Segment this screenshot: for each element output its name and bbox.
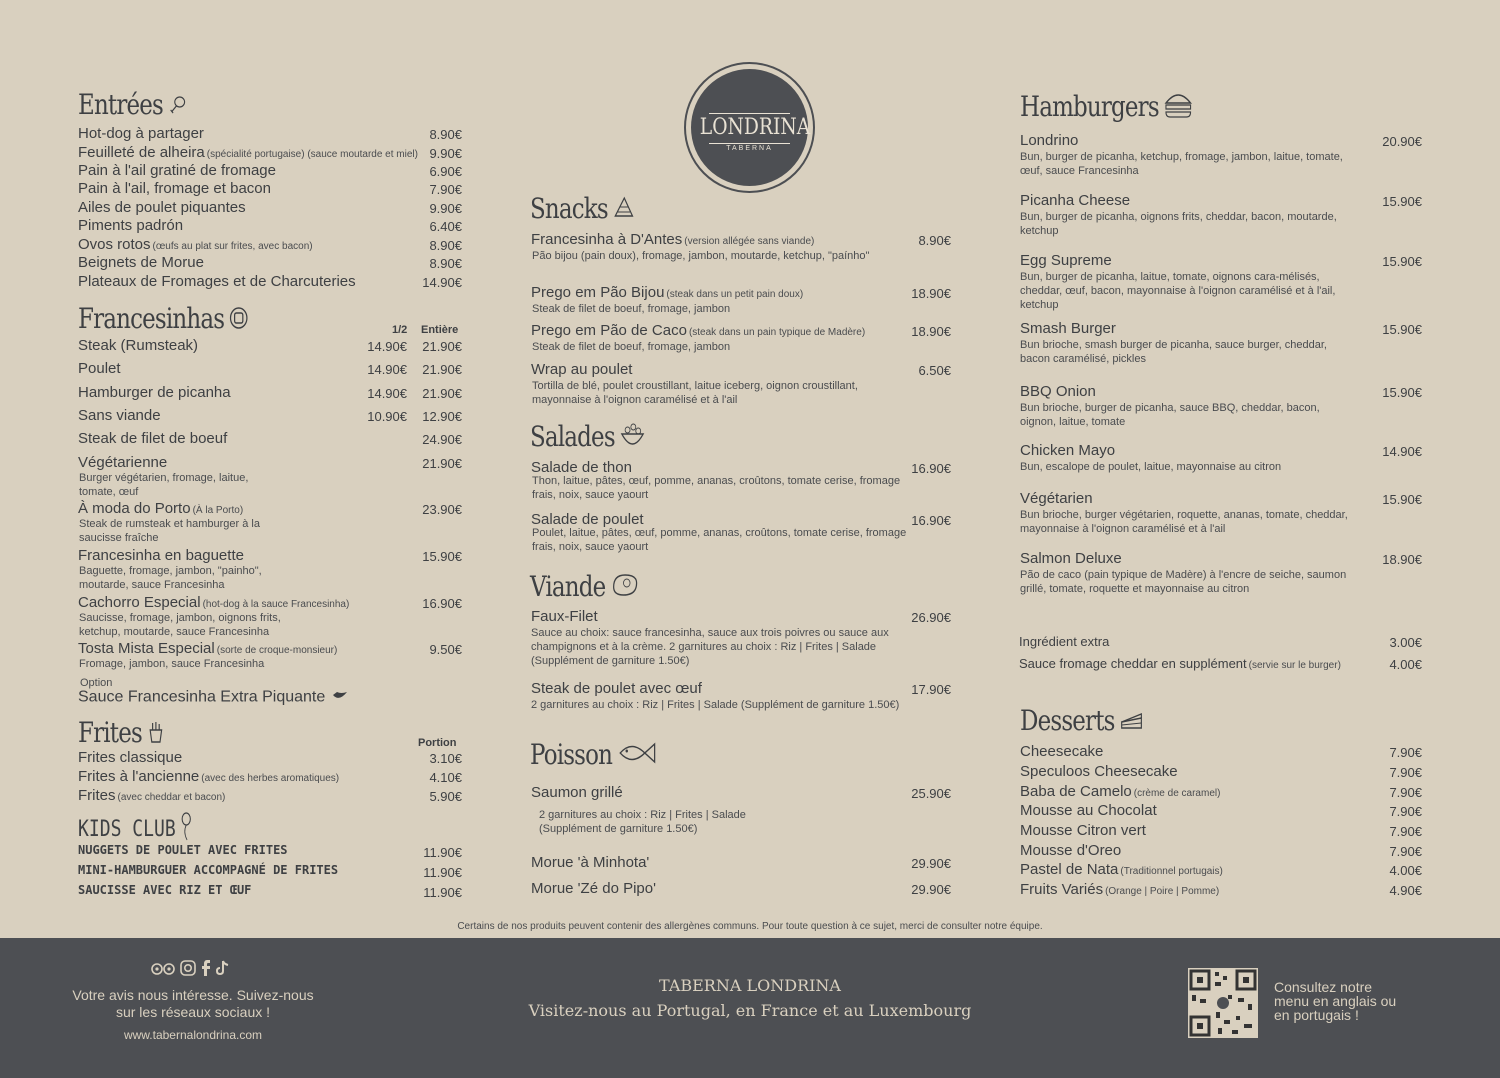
facebook-icon[interactable] (201, 960, 211, 981)
fries-icon (147, 718, 165, 751)
francesinha-half-price: 14.90€ (367, 339, 407, 354)
burger-desc: Bun brioche, burger végétarien, roquette, ananas, tomate, cheddar, mayonnaise à l'oignon caramélisé et à l'ail (1020, 509, 1348, 535)
burger-item (1020, 383, 1096, 401)
francesinha-item-note: (À la Porto) (192, 505, 244, 516)
viande-title: Viande (530, 570, 640, 606)
burger-price: 20.90€ (1382, 134, 1422, 149)
social-line-1: Votre avis nous intéresse. Suivez-nous (72, 987, 314, 1003)
francesinha-item (78, 454, 167, 472)
burger-price: 15.90€ (1382, 492, 1422, 507)
viande-price: 17.90€ (911, 682, 951, 697)
burger-desc: Bun brioche, smash burger de picanha, sauce burger, cheddar, bacon caramélisé, pickles (1020, 339, 1327, 365)
francesinha-item-name: Sans viande (78, 407, 161, 424)
salade-desc: Poulet, laitue, pâtes, œuf, pomme, ananas, croûtons, tomate cerise, fromage frais, noix, sauce yaourt (532, 527, 907, 553)
entree-price: 9.90€ (429, 201, 462, 216)
entree-item-name: Piments padrón (78, 217, 184, 234)
frites-item-name: Frites classique (78, 749, 183, 766)
qr-code[interactable] (1188, 968, 1258, 1038)
salades-title: Salades (530, 420, 646, 457)
cake-slice-icon (1120, 706, 1145, 739)
burger-item (1020, 442, 1115, 460)
burger-icon (1164, 91, 1194, 126)
snack-price: 6.50€ (918, 363, 951, 378)
dessert-price: 7.90€ (1389, 765, 1422, 780)
burger-item-name: Chicken Mayo (1020, 442, 1116, 459)
poisson-item (531, 784, 623, 802)
francesinha-item (78, 360, 121, 378)
desserts-title: Desserts (1020, 704, 1144, 739)
francesinha-desc: Baguette, fromage, jambon, "painho", moutarde, sauce Francesinha (79, 565, 262, 591)
logo-name: LONDRINA (699, 115, 811, 140)
dessert-price: 7.90€ (1389, 804, 1422, 819)
burger-price: 15.90€ (1382, 254, 1422, 269)
snack-item-note: (steak dans un pain typique de Madère) (688, 327, 866, 338)
entree-item (78, 199, 246, 217)
entree-item-note: (œufs au plat sur frites, avec bacon) (152, 241, 313, 252)
instagram-icon[interactable] (180, 960, 196, 981)
snack-desc: Pão bijou (pain doux), fromage, jambon, moutarde, ketchup, "paínho" (532, 250, 870, 262)
brand-name: TABERNA LONDRINA (659, 976, 841, 995)
snack-desc: Steak de filet de boeuf, fromage, jambon (532, 303, 731, 315)
dessert-price: 7.90€ (1389, 745, 1422, 760)
snacks-title: Snacks (530, 192, 636, 227)
extra-item (1019, 633, 1109, 651)
allergen-note: Certains de nos produits peuvent contenir des allergènes communs. Pour toute question à ce sujet, merci de consulter notre équipe. (457, 921, 1043, 932)
burger-desc: Pão de caco (pain typique de Madère) à l'encre de seiche, saumon grillé, tomate, roquette et mayonnaise au citron (1020, 569, 1347, 595)
snack-desc: Steak de filet de boeuf, fromage, jambon (532, 341, 731, 353)
francesinha-item (78, 384, 231, 402)
snack-item-note: (steak dans un petit pain doux) (666, 289, 804, 300)
frites-item (78, 749, 182, 767)
entree-item (78, 217, 183, 235)
social-line-2: sur les réseaux sociaux ! (115, 1004, 271, 1020)
salade-price: 16.90€ (911, 513, 951, 528)
burger-desc: Bun, burger de picanha, oignons frits, cheddar, bacon, moutarde, ketchup (1020, 211, 1337, 237)
francesinha-full-price: 21.90€ (422, 362, 462, 377)
entree-item-note: (spécialité portugaise) (sauce moutarde et miel) (206, 149, 418, 160)
entree-item-name: Ailes de poulet piquantes (78, 199, 246, 216)
dessert-item-note: (Orange | Poire | Pomme) (1105, 886, 1220, 897)
dessert-item (1020, 842, 1121, 860)
francesinha-desc: Saucisse, fromage, jambon, oignons frits, ketchup, moutarde, sauce Francesinha (79, 612, 281, 638)
francesinha-full-price: 21.90€ (422, 386, 462, 401)
burger-item (1020, 490, 1093, 508)
snack-item (531, 284, 803, 302)
dessert-item-name: Pastel de Nata (1020, 861, 1119, 878)
frites-price: 3.10€ (429, 751, 462, 766)
francesinha-item-name: À moda do Porto (78, 500, 191, 517)
francesinha-item (78, 430, 227, 448)
website-link[interactable]: www.tabernalondrina.com (123, 1028, 263, 1042)
francesinha-desc: Burger végétarien, fromage, laitue, tomate, œuf (79, 472, 249, 498)
snack-item-name: Prego em Pão Bijou (531, 284, 665, 301)
entree-price: 8.90€ (429, 127, 462, 142)
kids-price: 11.90€ (423, 885, 462, 900)
dessert-item-name: Cheesecake (1020, 743, 1104, 760)
tiktok-icon[interactable] (215, 960, 229, 981)
entree-item (78, 162, 276, 180)
dessert-item-note: (Traditionnel portugais) (1120, 866, 1223, 877)
entree-item (78, 254, 204, 272)
frites-price: 5.90€ (429, 789, 462, 804)
fish-icon (617, 738, 658, 775)
extra-item (1019, 655, 1341, 673)
burger-item-name: BBQ Onion (1020, 383, 1096, 400)
francesinha-item-note: (hot-dog à la sauce Francesinha) (202, 599, 350, 610)
frites-item-name: Frites (78, 787, 116, 804)
francesinha-item-name: Hamburger de picanha (78, 384, 231, 401)
frites-title: Frites (78, 716, 165, 751)
dessert-item-name: Mousse au Chocolat (1020, 802, 1157, 819)
francesinhas-title: Francesinhas (78, 302, 249, 337)
logo-sub: TABERNA (726, 145, 773, 152)
entree-item-name: Hot-dog à partager (78, 125, 204, 142)
snack-price: 18.90€ (911, 286, 951, 301)
social-icons (150, 960, 240, 981)
snack-item-name: Prego em Pão de Caco (531, 322, 687, 339)
qr-caption-line-1: Consultez notre (1274, 979, 1373, 995)
francesinha-half-price: 10.90€ (367, 409, 407, 424)
frites-item-note: (avec cheddar et bacon) (117, 792, 226, 803)
viande-desc: 2 garnitures au choix : Riz | Frites | Salade (Supplément de garniture 1.50€) (531, 699, 900, 711)
viande-price: 26.90€ (911, 610, 951, 625)
portion-header: Portion (418, 737, 457, 749)
viande-item (531, 608, 598, 626)
steak-icon (610, 571, 640, 606)
dessert-item-name: Baba de Camelo (1020, 783, 1132, 800)
burger-item-name: Londrino (1020, 132, 1079, 149)
entree-item-name: Feuilleté de alheira (78, 144, 205, 161)
francesinha-item (78, 500, 243, 518)
salade-item-name: Salade de poulet (531, 511, 644, 528)
frites-item (78, 768, 339, 786)
qr-caption-line-3: en portugais ! (1274, 1007, 1359, 1023)
entree-price: 6.90€ (429, 164, 462, 179)
francesinha-item (78, 407, 161, 425)
francesinha-item (78, 337, 198, 355)
entree-item-name: Plateaux de Fromages et de Charcuteries (78, 273, 356, 290)
poisson-title: Poisson (530, 738, 658, 775)
snack-price: 18.90€ (911, 324, 951, 339)
frites-price: 4.10€ (429, 770, 462, 785)
tripadvisor-icon[interactable] (150, 961, 176, 980)
dessert-item (1020, 881, 1219, 899)
dessert-item-note: (crème de caramel) (1133, 788, 1221, 799)
dessert-price: 4.00€ (1389, 863, 1422, 878)
burger-desc: Bun, burger de picanha, laitue, tomate, oignons cara-mélisés, cheddar, œuf, bacon, mayonnaise à l'oignon caramélisé et à l'ail, ketchup (1020, 271, 1336, 311)
poisson-item (531, 880, 656, 898)
entree-price: 7.90€ (429, 182, 462, 197)
burger-price: 15.90€ (1382, 194, 1422, 209)
francesinha-item (78, 640, 337, 658)
qr-caption-line-2: menu en anglais ou (1274, 993, 1397, 1009)
entree-item (78, 236, 313, 254)
entree-item-name: Ovos rotos (78, 236, 151, 253)
francesinha-item (78, 594, 349, 612)
snack-item (531, 361, 632, 379)
entree-item-name: Pain à l'ail, fromage et bacon (78, 180, 271, 197)
dessert-item (1020, 861, 1223, 879)
dessert-item-name: Speculoos Cheesecake (1020, 763, 1178, 780)
kids-item: MINI-HAMBURGUER ACCOMPAGNÉ DE FRITES (78, 863, 339, 877)
poisson-price: 29.90€ (911, 882, 951, 897)
francesinha-full-price: 23.90€ (422, 502, 462, 517)
brand-tagline: Visitez-nous au Portugal, en France et au Luxembourg (528, 1001, 972, 1020)
francesinha-item-name: Steak de filet de boeuf (78, 430, 228, 447)
entree-item (78, 273, 356, 291)
entree-price: 8.90€ (429, 238, 462, 253)
dessert-item (1020, 743, 1103, 761)
frites-item (78, 787, 225, 805)
qr-caption (1274, 980, 1396, 1022)
burger-price: 14.90€ (1382, 444, 1422, 459)
extra-price: 4.00€ (1389, 657, 1422, 672)
poisson-item (531, 854, 649, 872)
francesinha-item-name: Tosta Mista Especial (78, 640, 215, 657)
burger-item (1020, 252, 1112, 270)
francesinha-full-price: 15.90€ (422, 549, 462, 564)
kids-item: SAUCISSE AVEC RIZ ET ŒUF (78, 883, 252, 897)
francesinha-full-price: 16.90€ (422, 596, 462, 611)
extra-item-name: Ingrédient extra (1019, 634, 1110, 649)
extra-item-name: Sauce fromage cheddar en supplément (1019, 656, 1247, 671)
poisson-item-name: Morue 'Zé do Pipo' (531, 880, 656, 897)
drumstick-icon (168, 90, 186, 123)
snack-price: 8.90€ (918, 233, 951, 248)
burger-price: 15.90€ (1382, 385, 1422, 400)
entree-item (78, 144, 418, 162)
frites-item-name: Frites à l'ancienne (78, 768, 200, 785)
dessert-item (1020, 802, 1157, 820)
burger-item-name: Picanha Cheese (1020, 192, 1131, 209)
salade-item-name: Salade de thon (531, 459, 632, 476)
option-label: Option (80, 677, 113, 689)
poisson-price: 29.90€ (911, 856, 951, 871)
entree-price: 9.90€ (429, 146, 462, 161)
kids-title: KIDS CLUB (78, 812, 192, 848)
burger-price: 18.90€ (1382, 552, 1422, 567)
francesinha-full-price: 12.90€ (422, 409, 462, 424)
col-half-header: 1/2 (392, 324, 408, 336)
dessert-price: 4.90€ (1389, 883, 1422, 898)
burger-item (1020, 132, 1078, 150)
dessert-item-name: Mousse Citron vert (1020, 822, 1146, 839)
burger-item (1020, 192, 1130, 210)
extra-price: 3.00€ (1389, 635, 1422, 650)
entree-price: 6.40€ (429, 219, 462, 234)
option-item: Sauce Francesinha Extra Piquante (78, 688, 349, 707)
viande-item-name: Steak de poulet avec œuf (531, 680, 702, 697)
poisson-item-name: Saumon grillé (531, 784, 623, 801)
francesinha-item-name: Poulet (78, 360, 121, 377)
viande-item-name: Faux-Filet (531, 608, 598, 625)
entree-price: 14.90€ (422, 275, 462, 290)
francesinha-icon (229, 304, 249, 337)
burger-item-name: Egg Supreme (1020, 252, 1112, 269)
entree-item (78, 125, 204, 143)
salade-price: 16.90€ (911, 461, 951, 476)
dessert-item-name: Mousse d'Oreo (1020, 842, 1122, 859)
extra-item-note: (servie sur le burger) (1248, 660, 1341, 671)
londrina-logo (684, 62, 815, 193)
chili-icon (331, 688, 349, 707)
francesinha-item-name: Cachorro Especial (78, 594, 201, 611)
hamburgers-title: Hamburgers (1020, 90, 1193, 126)
dessert-price: 7.90€ (1389, 824, 1422, 839)
footer (0, 938, 1500, 1078)
francesinha-full-price: 9.50€ (429, 642, 462, 657)
snack-item (531, 322, 865, 340)
snack-desc: Tortilla de blé, poulet croustillant, laitue iceberg, oignon croustillant, mayonnaise à l'oignon caramélisé et à l'ail (532, 380, 858, 406)
salad-bowl-icon (620, 420, 646, 457)
poisson-desc: 2 garnitures au choix : Riz | Frites | Salade (Supplément de garniture 1.50€) (539, 809, 746, 835)
poisson-item-name: Morue 'à Minhota' (531, 854, 650, 871)
dessert-item (1020, 763, 1178, 781)
snack-item-name: Francesinha à D'Antes (531, 231, 683, 248)
francesinha-half-price: 14.90€ (367, 386, 407, 401)
dessert-price: 7.90€ (1389, 785, 1422, 800)
frites-item-note: (avec des herbes aromatiques) (201, 773, 340, 784)
poisson-price: 25.90€ (911, 786, 951, 801)
entree-price: 8.90€ (429, 256, 462, 271)
francesinha-item (78, 547, 244, 565)
snack-item-note: (version allégée sans viande) (684, 236, 815, 247)
dessert-item (1020, 783, 1220, 801)
snack-item (531, 231, 814, 249)
entree-item-name: Pain à l'ail gratiné de fromage (78, 162, 276, 179)
viande-desc: Sauce au choix: sauce francesinha, sauce aux trois poivres ou sauce aux champignons et à la crème. 2 garnitures au choix : Riz | Frites | Salade (Supplément de garniture 1.50€) (531, 627, 889, 667)
kids-item: NUGGETS DE POULET AVEC FRITES (78, 843, 288, 857)
kids-price: 11.90€ (423, 865, 462, 880)
salade-desc: Thon, laitue, pâtes, œuf, pomme, ananas, croûtons, tomate cerise, fromage frais, noix, sauce yaourt (532, 475, 901, 501)
francesinha-full-price: 21.90€ (422, 456, 462, 471)
burger-item (1020, 320, 1116, 338)
burger-item-name: Végétarien (1020, 490, 1093, 507)
burger-price: 15.90€ (1382, 322, 1422, 337)
entree-item-name: Beignets de Morue (78, 254, 204, 271)
dessert-item-name: Fruits Variés (1020, 881, 1104, 898)
burger-item-name: Salmon Deluxe (1020, 550, 1122, 567)
burger-item-name: Smash Burger (1020, 320, 1116, 337)
col-full-header: Entière (421, 324, 459, 336)
sandwich-icon (613, 194, 636, 227)
francesinha-item-note: (sorte de croque-monsieur) (216, 645, 338, 656)
kids-price: 11.90€ (423, 845, 462, 860)
francesinha-desc: Fromage, jambon, sauce Francesinha (79, 658, 265, 670)
francesinha-full-price: 24.90€ (422, 432, 462, 447)
entrees-title: Entrées (78, 88, 186, 123)
entree-item (78, 180, 271, 198)
francesinha-desc: Steak de rumsteak et hamburger à la saucisse fraîche (79, 518, 260, 544)
francesinha-full-price: 21.90€ (422, 339, 462, 354)
burger-desc: Bun, burger de picanha, ketchup, fromage, jambon, laitue, tomate, œuf, sauce Francesinha (1020, 151, 1343, 177)
francesinha-item-name: Végétarienne (78, 454, 168, 471)
francesinha-item-name: Francesinha en baguette (78, 547, 244, 564)
viande-item (531, 680, 702, 698)
burger-desc: Bun, escalope de poulet, laitue, mayonnaise au citron (1020, 461, 1282, 473)
burger-desc: Bun brioche, burger de picanha, sauce BBQ, cheddar, bacon, oignon, laitue, tomate (1020, 402, 1320, 428)
francesinha-half-price: 14.90€ (367, 362, 407, 377)
dessert-item (1020, 822, 1146, 840)
snack-item-name: Wrap au poulet (531, 361, 633, 378)
dessert-price: 7.90€ (1389, 844, 1422, 859)
burger-item (1020, 550, 1122, 568)
francesinha-item-name: Steak (Rumsteak) (78, 337, 199, 354)
